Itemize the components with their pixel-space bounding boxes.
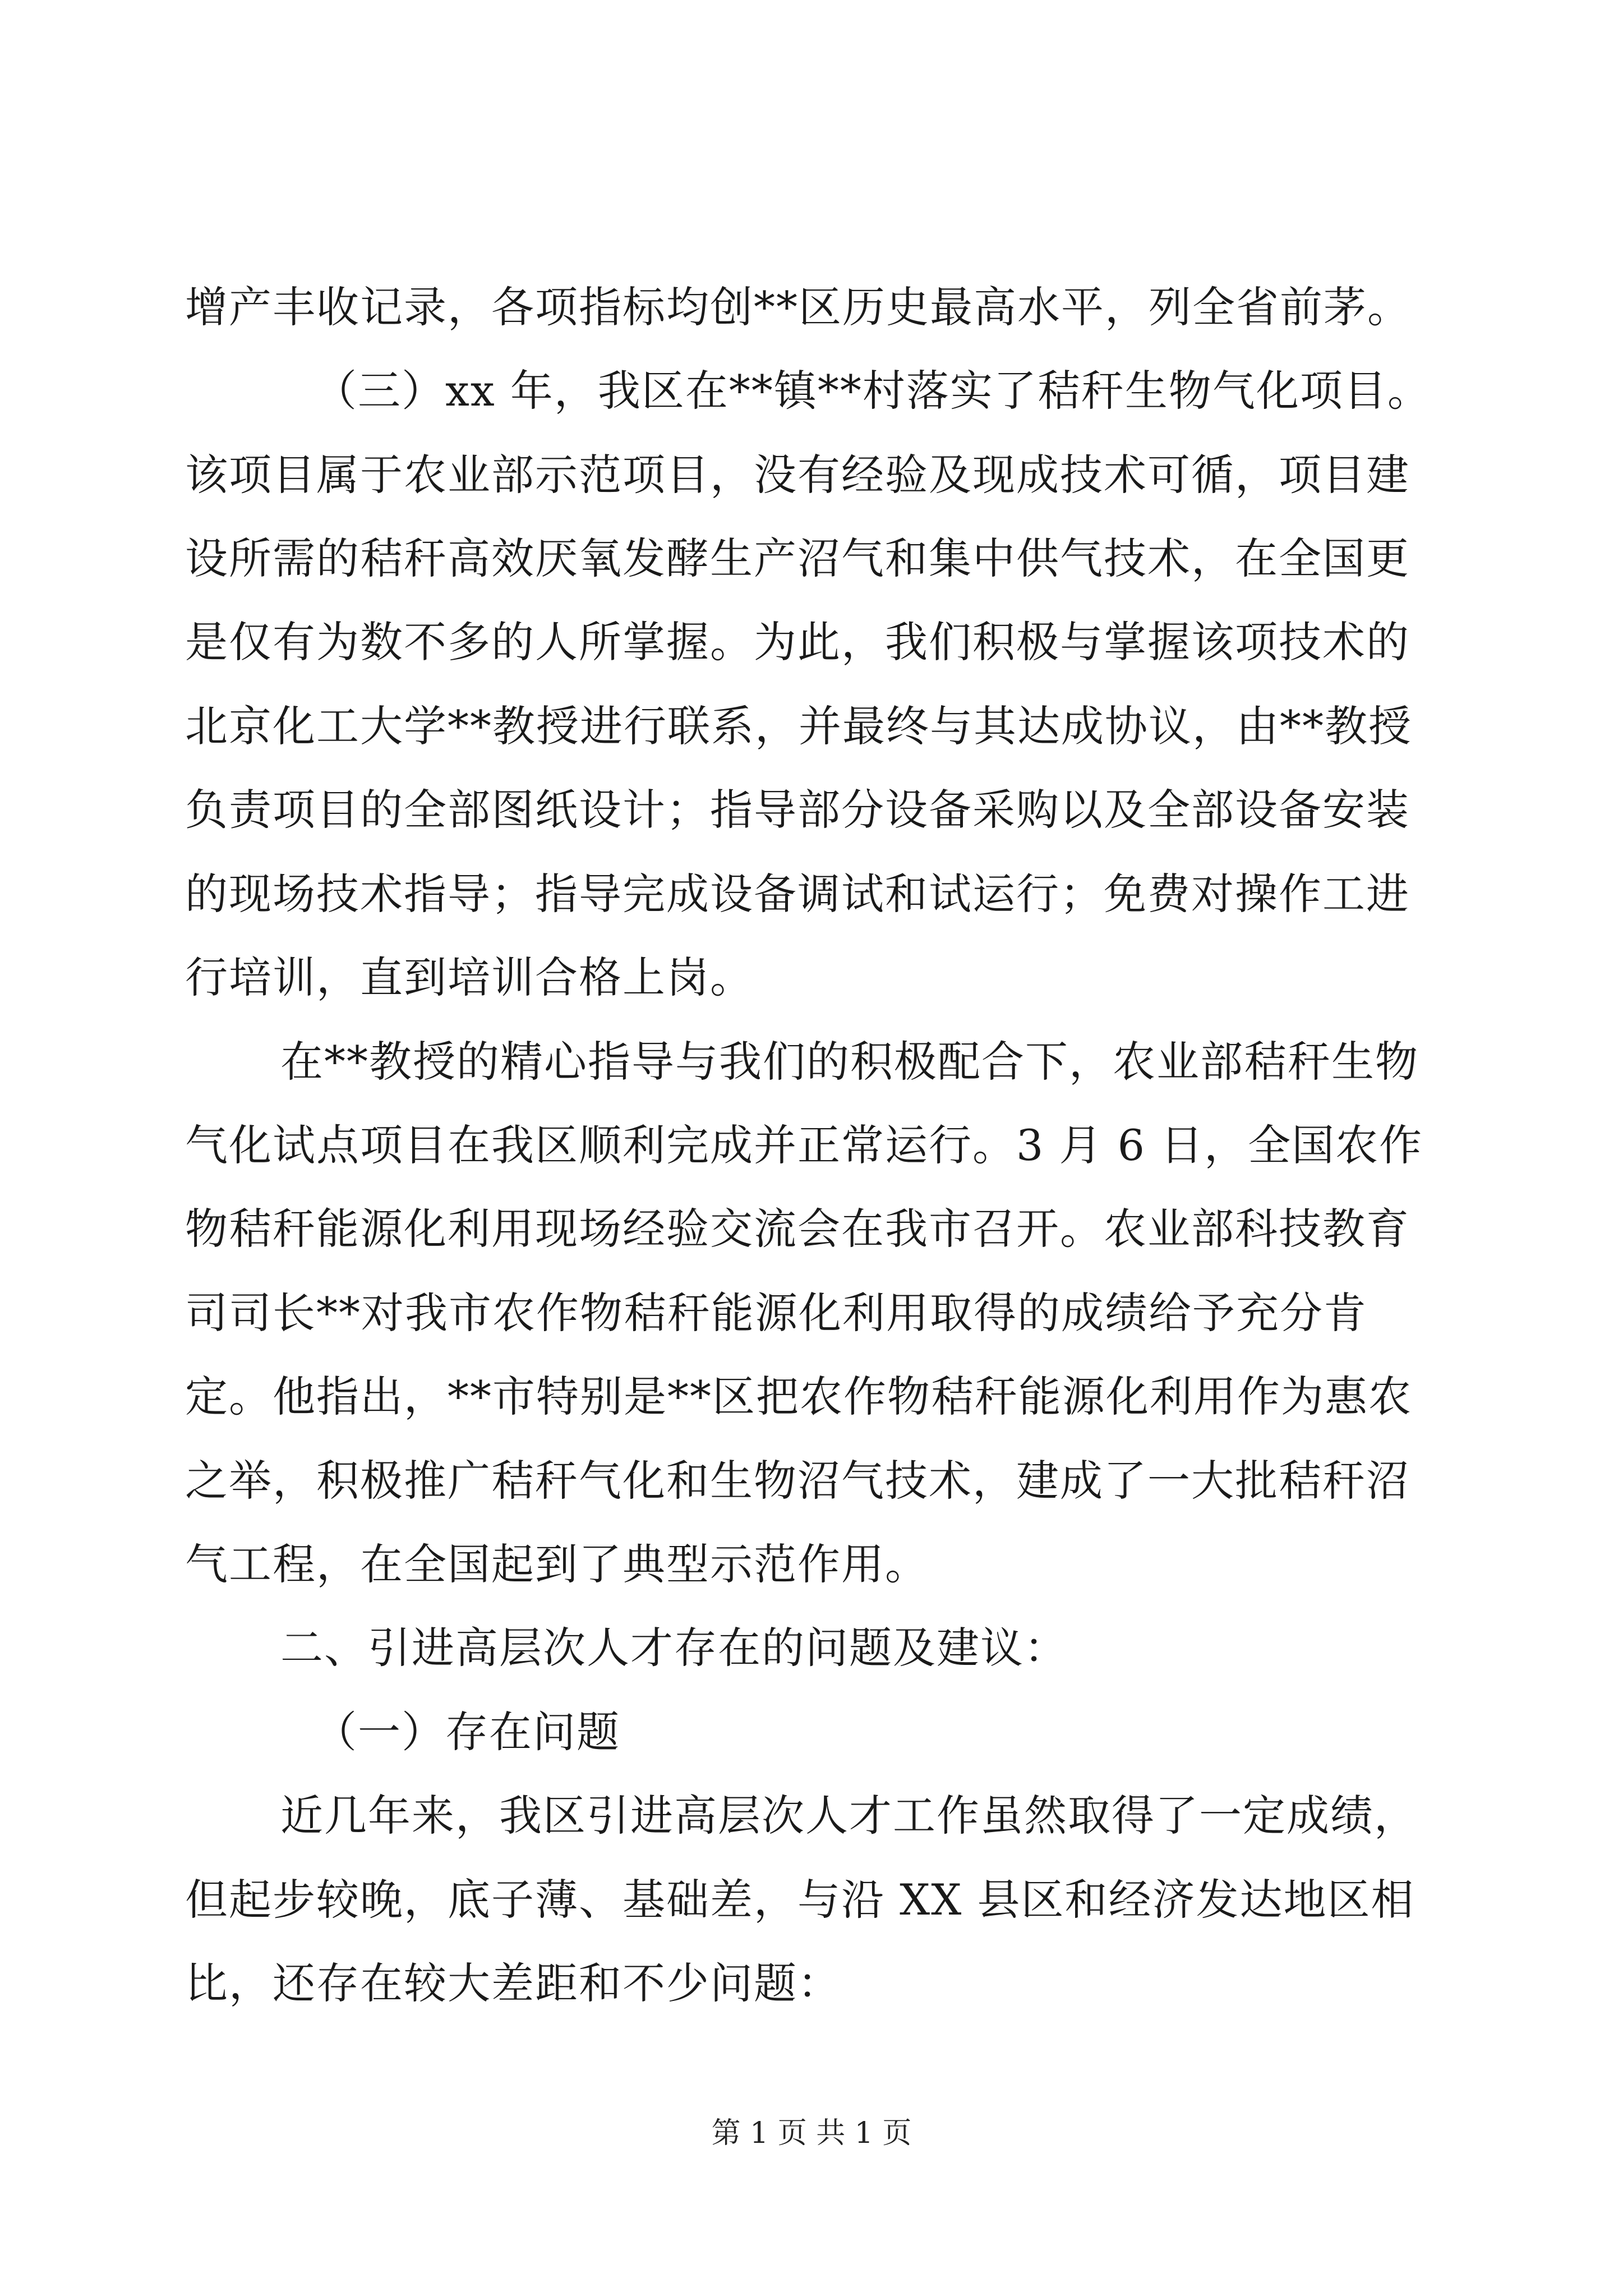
body-text-line: 的现场技术指导；指导完成设备调试和试运行；免费对操作工进 — [185, 869, 1410, 919]
page-number-footer: 第 1 页 共 1 页 — [711, 2116, 912, 2150]
body-text-line: 之举，积极推广秸秆气化和生物沼气技术，建成了一大批秸秆沼 — [185, 1456, 1410, 1506]
section-heading-2: 二、引进高层次人才存在的问题及建议： — [280, 1623, 1068, 1673]
body-text-line: 北京化工大学**教授进行联系，并最终与其达成协议，由**教授 — [185, 701, 1412, 751]
paragraph-start-line: 近几年来，我区引进高层次人才工作虽然取得了一定成绩， — [280, 1791, 1418, 1841]
body-text-line: 气化试点项目在我区顺利完成并正常运行。3 月 6 日，全国农作 — [185, 1120, 1423, 1170]
body-text-line: 该项目属于农业部示范项目，没有经验及现成技术可循，项目建 — [185, 450, 1410, 500]
body-text-line: 行培训，直到培训合格上岗。 — [185, 953, 754, 1002]
section-heading-3: （三）xx 年，我区在**镇**村落实了秸秆生物气化项目。 — [314, 366, 1431, 416]
body-text-line: 比，还存在较大差距和不少问题： — [185, 1958, 841, 2008]
paragraph-start-line: 在**教授的精心指导与我们的积极配合下，农业部秸秆生物 — [280, 1037, 1419, 1087]
body-text-line: 司司长**对我市农作物秸秆能源化利用取得的成绩给予充分肯 — [185, 1288, 1367, 1338]
subsection-heading-1: （一）存在问题 — [314, 1707, 620, 1757]
body-text-line: 设所需的秸秆高效厌氧发酵生产沼气和集中供气技术，在全国更 — [185, 533, 1410, 583]
body-text-line: 增产丰收记录，各项指标均创**区历史最高水平，列全省前茅。 — [185, 282, 1411, 332]
body-text-line: 气工程，在全国起到了典型示范作用。 — [185, 1539, 929, 1589]
body-text-line: 是仅有为数不多的人所掌握。为此，我们积极与掌握该项技术的 — [185, 617, 1410, 667]
body-text-line: 负责项目的全部图纸设计；指导部分设备采购以及全部设备安装 — [185, 785, 1410, 835]
body-text-line: 但起步较晚，底子薄、基础差，与沿 XX 县区和经济发达地区相 — [185, 1875, 1415, 1925]
body-text-line: 物秸秆能源化利用现场经验交流会在我市召开。农业部科技教育 — [185, 1204, 1410, 1254]
body-text-line: 定。他指出，**市特别是**区把农作物秸秆能源化利用作为惠农 — [185, 1372, 1412, 1421]
